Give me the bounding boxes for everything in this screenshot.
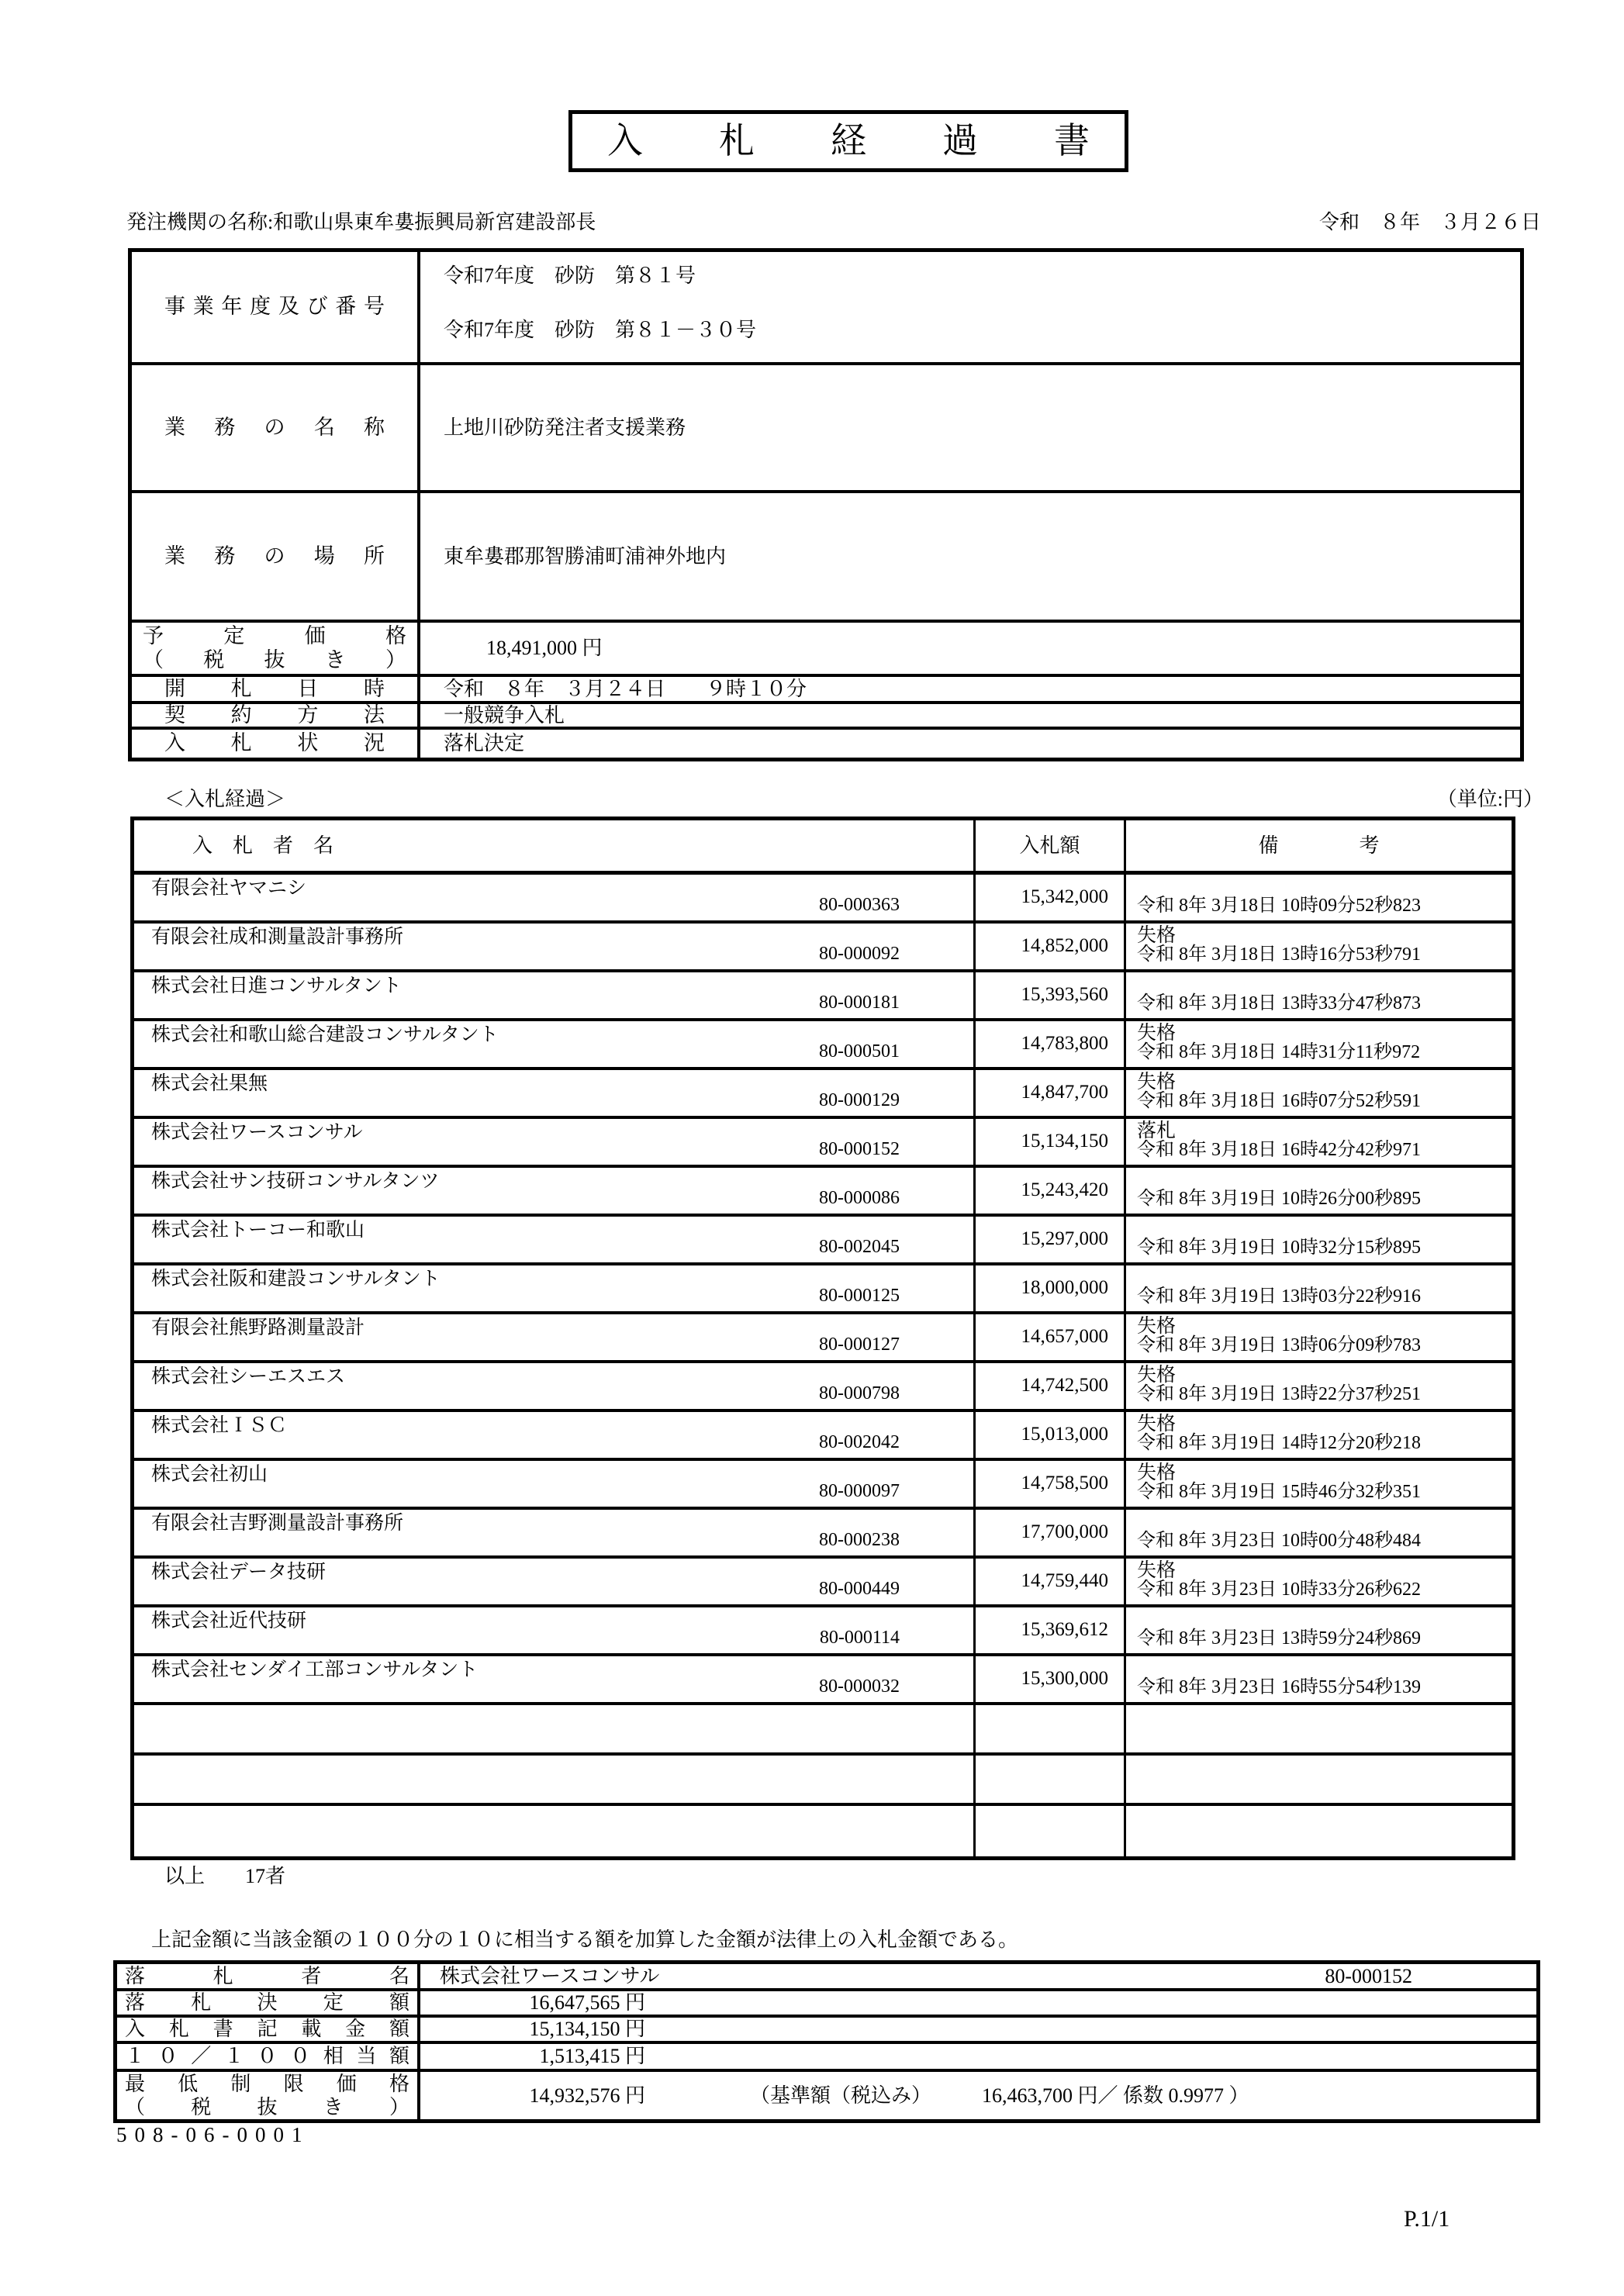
bidder-id: 80-000086 [819,1188,900,1209]
bid-table-empty-row [134,1756,1512,1806]
bid-datetime: 令和 8年 3月19日 13時06分09秒783 [1137,1335,1421,1356]
bidder-name-cell [134,1363,976,1409]
bidder-name-cell [134,1119,976,1165]
info-label: 契 約 方 法 [132,704,420,727]
bid-document-amount: 15,134,150 円 [529,2018,645,2041]
info-label: 事 業 年 度 及 び 番 号 [132,252,420,362]
info-row-contract-method [132,704,1520,730]
info-row-project-location [132,493,1520,623]
info-label: 予 定 価 格 （ 税 抜 き ） [132,623,420,674]
bid-amount: 14,847,700 [976,1070,1126,1116]
bidder-name-cell [134,1217,976,1262]
bid-amount: 15,342,000 [976,875,1126,920]
project-location: 東牟婁郡那智勝浦町浦神外地内 [444,544,727,568]
award-row-minimum-price [117,2072,1536,2119]
header-bid-amount: 入札額 [976,820,1126,871]
tax-equivalent-cell [420,2044,1536,2069]
bidder-name-cell [134,1510,976,1555]
bid-datetime: 令和 8年 3月18日 13時33分47秒873 [1137,993,1421,1014]
bid-table-row [134,1461,1512,1510]
project-name: 上地川砂防発注者支援業務 [444,416,686,439]
bid-section-title: ＜入札経過＞ [164,788,286,810]
remarks-cell [1126,1806,1512,1856]
bidder-name: 株式会社データ技研 [151,1562,327,1583]
bidder-name-cell [134,1168,976,1214]
bidder-name-cell [134,1265,976,1311]
opening-datetime: 令和 ８年 ３月２４日 ９時１０分 [444,677,807,700]
remarks-cell [1126,1412,1512,1458]
document-title: 入 札 経 過 書 [607,120,1110,161]
remarks-cell [1126,1510,1512,1555]
bid-result-status: 失格 [1137,925,1177,946]
bid-datetime: 令和 8年 3月23日 13時59分24秒869 [1137,1628,1421,1649]
bidder-name-cell [134,1461,976,1507]
project-number-2: 令和7年度 砂防 第８１－３０号 [444,319,757,341]
bidder-id: 80-000363 [819,895,900,916]
page-number: P.1/1 [1404,2206,1450,2232]
bidder-name: 株式会社ＩＳＣ [151,1415,288,1436]
tax-equivalent-amount: 1,513,415 円 [539,2045,645,2068]
info-row-opening-datetime [132,677,1520,704]
bid-table-row [134,1510,1512,1559]
bid-table-body [134,875,1512,1856]
bid-result-status: 失格 [1137,1072,1177,1093]
bid-result-status: 失格 [1137,1560,1177,1581]
minimum-price-basis: （基準額（税込み） 16,463,700 円／ 係数 0.9977 ） [750,2084,1249,2107]
bid-datetime: 令和 8年 3月18日 16時42分42秒971 [1137,1140,1421,1161]
bid-amount: 14,852,000 [976,924,1126,969]
remarks-cell [1126,1607,1512,1653]
bid-table-row [134,1363,1512,1412]
award-row-bid-document-amount [117,2018,1536,2044]
remarks-cell [1126,1070,1512,1116]
bid-amount: 15,134,150 [976,1119,1126,1165]
bidder-name-cell [134,1412,976,1458]
bid-table-row [134,1021,1512,1070]
remarks-cell [1126,1021,1512,1067]
remarks-cell [1126,1119,1512,1165]
bidder-name: 株式会社ワースコンサル [151,1122,363,1143]
info-label: 開 札 日 時 [132,677,420,701]
document-date: 令和 ８年 ３月２６日 [1318,211,1541,233]
bidder-name-cell [134,1705,976,1752]
bidder-name: 株式会社トーコー和歌山 [151,1220,365,1241]
bidder-name-cell [134,1806,976,1856]
bid-table-row [134,1412,1512,1461]
planned-price: 18,491,000 円 [486,637,603,660]
bid-datetime: 令和 8年 3月19日 13時22分37秒251 [1137,1384,1421,1405]
bid-result-status: 落札 [1137,1120,1177,1141]
bid-amount: 14,758,500 [976,1461,1126,1507]
remarks-cell [1126,1168,1512,1214]
bid-table [130,817,1515,1860]
bidder-name-cell [134,1656,976,1702]
bid-table-row [134,1656,1512,1705]
bidder-id: 80-002042 [819,1432,900,1453]
bid-datetime: 令和 8年 3月23日 16時55分54秒139 [1137,1677,1421,1698]
award-winner-cell [420,1964,1536,1988]
document-title-box [568,110,1128,172]
bidder-id: 80-000238 [819,1530,900,1551]
bid-datetime: 令和 8年 3月18日 16時07分52秒591 [1137,1091,1421,1112]
remarks-cell [1126,1705,1512,1752]
bidder-name: 株式会社初山 [151,1464,268,1485]
award-label: 入 札 書 記 載 金 額 [117,2018,420,2041]
legal-note: 上記金額に当該金額の１００分の１０に相当する額を加算した金額が法律上の入札金額である。 [151,1928,1019,1951]
bid-datetime: 令和 8年 3月19日 15時46分32秒351 [1137,1482,1421,1503]
bid-amount [976,1756,1126,1803]
bid-amount: 15,369,612 [976,1607,1126,1653]
bid-table-empty-row [134,1806,1512,1856]
bid-table-empty-row [134,1705,1512,1756]
bidder-name: 株式会社果無 [151,1073,268,1094]
bidder-id: 80-000181 [819,993,900,1013]
bidder-name-cell [134,875,976,920]
remarks-cell [1126,1314,1512,1360]
remarks-cell [1126,1756,1512,1803]
bid-table-row [134,924,1512,972]
minimum-price-cell [420,2072,1536,2119]
bidder-id: 80-000449 [819,1579,900,1600]
remarks-cell [1126,1559,1512,1604]
remarks-cell [1126,1265,1512,1311]
remarks-cell [1126,1217,1512,1262]
bidder-name-cell [134,1559,976,1604]
bidder-id: 80-000032 [819,1676,900,1697]
bid-result-status: 失格 [1137,1365,1177,1386]
bid-table-row [134,875,1512,924]
award-decided-amount: 16,647,565 円 [529,1991,645,2015]
info-row-project-name [132,365,1520,493]
bidder-name-cell [134,1314,976,1360]
award-label: 落 札 決 定 額 [117,1991,420,2015]
bidder-name: 株式会社日進コンサルタント [151,975,402,996]
info-value [420,252,1520,362]
bidder-name: 株式会社シーエスエス [151,1366,346,1387]
bidder-name: 有限会社ヤマニシ [151,878,307,899]
bid-table-row [134,1217,1512,1265]
bid-table-row [134,1559,1512,1607]
bidder-name: 有限会社成和測量設計事務所 [151,927,404,948]
total-bidders-note: 以上 17者 [164,1865,286,1887]
header-remarks: 備 考 [1258,834,1380,857]
document-code: 508-06-0001 [116,2123,310,2146]
bidder-id: 80-000501 [819,1041,900,1062]
bidder-name: 株式会社和歌山総合建設コンサルタント [151,1024,499,1045]
bidder-name-cell [134,1756,976,1803]
bid-document-amount-cell [420,2018,1536,2041]
bid-amount: 15,243,420 [976,1168,1126,1214]
remarks-cell [1126,1656,1512,1702]
bid-result-status: 失格 [1137,1023,1177,1044]
info-row-bid-status [132,730,1520,758]
bid-datetime: 令和 8年 3月18日 13時16分53秒791 [1137,944,1421,965]
bid-datetime: 令和 8年 3月19日 10時32分15秒895 [1137,1238,1421,1258]
info-row-planned-price [132,623,1520,677]
bidder-name-cell [134,1070,976,1116]
bid-datetime: 令和 8年 3月19日 14時12分20秒218 [1137,1433,1421,1454]
bid-amount: 18,000,000 [976,1265,1126,1311]
bidder-id: 80-000125 [819,1286,900,1307]
bid-table-header [134,820,1512,875]
bidder-name: 株式会社近代技研 [151,1611,307,1631]
bid-datetime: 令和 8年 3月18日 10時09分52秒823 [1137,896,1421,917]
bidder-name: 株式会社サン技研コンサルタンツ [151,1171,440,1192]
bidder-name: 有限会社吉野測量設計事務所 [151,1513,404,1534]
bid-result-status: 失格 [1137,1414,1177,1435]
bid-datetime: 令和 8年 3月18日 14時31分11秒972 [1137,1042,1421,1063]
bid-table-row [134,972,1512,1021]
remarks-cell [1126,972,1512,1018]
bid-status: 落札決定 [444,732,525,755]
award-label: 落 札 者 名 [117,1964,420,1988]
award-winner-name: 株式会社ワースコンサル [440,1964,660,1987]
award-row-winner [117,1964,1536,1991]
unit-note: （単位:円） [1436,788,1543,810]
award-winner-id: 80-000152 [1325,1964,1412,1987]
bid-result-status: 失格 [1137,1316,1177,1337]
bidder-id: 80-000114 [819,1628,900,1649]
bidder-id: 80-002045 [819,1237,900,1258]
bid-table-row [134,1265,1512,1314]
bid-table-row [134,1070,1512,1119]
bidder-id: 80-000097 [819,1481,900,1502]
bidder-name: 株式会社阪和建設コンサルタント [151,1269,441,1290]
info-label: 業 務 の 場 所 [132,493,420,620]
bidder-name-cell [134,972,976,1018]
bid-amount: 15,393,560 [976,972,1126,1018]
award-row-tax-equivalent [117,2044,1536,2072]
bid-amount: 17,700,000 [976,1510,1126,1555]
minimum-price-amount: 14,932,576 円 [529,2084,645,2107]
bid-result-status: 失格 [1137,1462,1177,1483]
award-label: 最 低 制 限 価 格 （ 税 抜 き ） [117,2072,420,2119]
bidder-name: 有限会社熊野路測量設計 [151,1317,365,1338]
bid-datetime: 令和 8年 3月19日 10時26分00秒895 [1137,1189,1421,1210]
ordering-agency: 発注機関の名称:和歌山県東牟婁振興局新宮建設部長 [126,211,596,233]
bid-amount: 14,657,000 [976,1314,1126,1360]
project-number-1: 令和7年度 砂防 第８１号 [444,264,696,287]
remarks-cell [1126,1363,1512,1409]
bidder-id: 80-000129 [819,1090,900,1111]
award-decided-amount-cell [420,1991,1536,2015]
bid-amount: 15,300,000 [976,1656,1126,1702]
bid-amount: 14,742,500 [976,1363,1126,1409]
award-table [113,1960,1540,2123]
bidder-name: 株式会社センダイ工部コンサルタント [151,1659,479,1680]
info-label: 入 札 状 況 [132,730,420,758]
bid-datetime: 令和 8年 3月23日 10時33分26秒622 [1137,1580,1421,1600]
bid-amount: 14,759,440 [976,1559,1126,1604]
bid-amount [976,1705,1126,1752]
bidder-name-cell [134,924,976,969]
bid-amount [976,1806,1126,1856]
bidder-id: 80-000092 [819,944,900,965]
project-info-table [128,248,1524,761]
bid-table-row [134,1119,1512,1168]
bidder-name-cell [134,1607,976,1653]
bid-table-row [134,1314,1512,1363]
award-label: １ ０ ／ １ ０ ０ 相 当 額 [117,2044,420,2069]
bid-datetime: 令和 8年 3月23日 10時00分48秒484 [1137,1531,1421,1552]
bid-datetime: 令和 8年 3月19日 13時03分22秒916 [1137,1286,1421,1307]
bidder-id: 80-000798 [819,1383,900,1404]
remarks-cell [1126,1461,1512,1507]
bidder-id: 80-000152 [819,1139,900,1160]
bid-table-row [134,1607,1512,1656]
info-row-project-year [132,252,1520,365]
bid-table-row [134,1168,1512,1217]
bid-amount: 15,297,000 [976,1217,1126,1262]
award-row-decided-amount [117,1991,1536,2018]
bid-amount: 14,783,800 [976,1021,1126,1067]
contract-method: 一般競争入札 [444,703,565,727]
header-bidder-name: 入 札 者 名 [134,820,976,871]
bid-amount: 15,013,000 [976,1412,1126,1458]
bidder-name-cell [134,1021,976,1067]
bidder-id: 80-000127 [819,1334,900,1355]
info-label: 業 務 の 名 称 [132,365,420,490]
remarks-cell [1126,875,1512,920]
remarks-cell [1126,924,1512,969]
